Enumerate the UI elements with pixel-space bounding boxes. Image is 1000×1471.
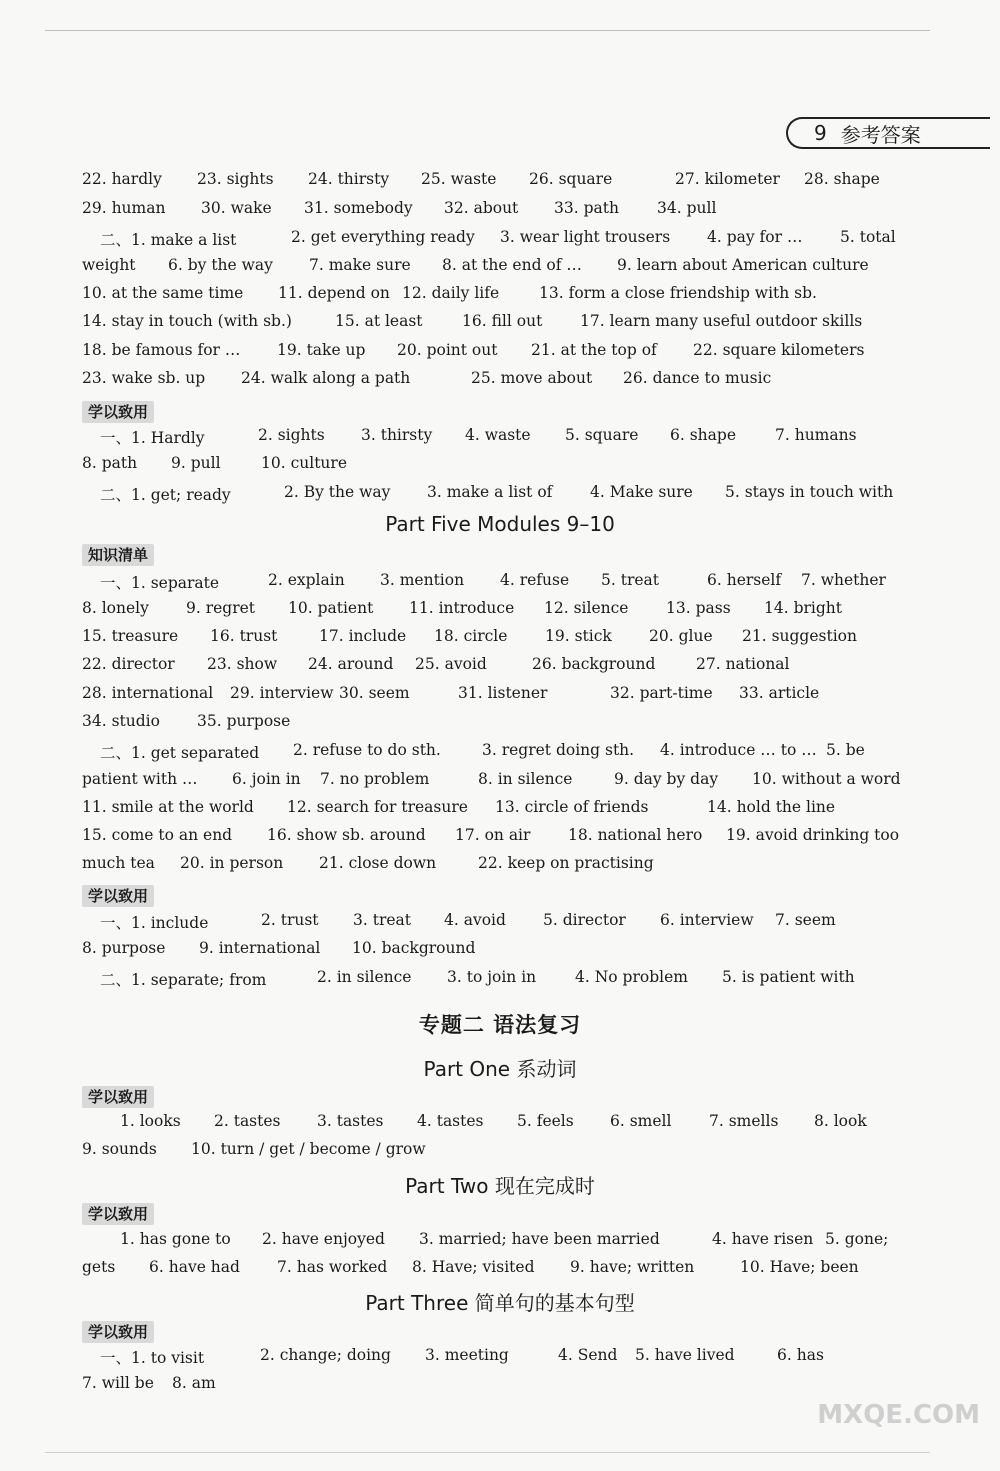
answer-item: 9. learn about American culture — [617, 256, 869, 274]
answer-item: 34. studio — [82, 712, 160, 730]
answer-item: weight — [82, 256, 136, 274]
answer-item: 33. article — [739, 684, 820, 702]
answer-item: 27. national — [696, 655, 790, 673]
answer-item: 7. humans — [775, 426, 857, 444]
answer-item: 7. no problem — [320, 770, 430, 788]
answer-item: 7. has worked — [277, 1258, 388, 1276]
answer-item: 16. trust — [210, 627, 278, 645]
answer-item: 4. introduce … to … — [660, 741, 817, 759]
answer-item: 17. learn many useful outdoor skills — [580, 312, 863, 330]
answer-item: 3. make a list of — [427, 483, 553, 501]
answer-item: 7. seem — [775, 911, 836, 929]
answer-item: 15. treasure — [82, 627, 179, 645]
answer-item: 19. take up — [277, 341, 366, 359]
answer-item: 2. in silence — [317, 968, 412, 986]
answer-item: 3. tastes — [317, 1112, 384, 1130]
answer-item: patient with … — [82, 770, 198, 788]
answer-item: 28. international — [82, 684, 214, 702]
answer-item: 20. glue — [649, 627, 713, 645]
answer-item: 4. pay for … — [707, 228, 803, 246]
answer-item: 8. purpose — [82, 939, 166, 957]
answer-item: 13. form a close friendship with sb. — [539, 284, 817, 302]
answer-item: 32. part-time — [610, 684, 713, 702]
answer-item: 12. silence — [544, 599, 629, 617]
answer-item: 6. have had — [149, 1258, 240, 1276]
answer-item: 6. interview — [660, 911, 754, 929]
answer-item: 6. by the way — [168, 256, 273, 274]
page-number: 9 — [814, 121, 827, 145]
answer-item: 9. pull — [171, 454, 221, 472]
answer-item: 24. thirsty — [308, 170, 390, 188]
answer-item: 5. square — [565, 426, 639, 444]
answer-item: 24. walk along a path — [241, 369, 411, 387]
answer-item: 17. on air — [455, 826, 531, 844]
answer-item: 14. hold the line — [707, 798, 836, 816]
answer-item: 8. Have; visited — [412, 1258, 535, 1276]
answer-item: 9. have; written — [570, 1258, 695, 1276]
answer-item: 8. at the end of … — [442, 256, 582, 274]
answer-item: 一、1. separate — [100, 574, 220, 592]
section-title: Part One 系动词 — [423, 1057, 577, 1081]
answer-item: 32. about — [444, 199, 519, 217]
answer-item: 22. keep on practising — [478, 854, 654, 872]
answer-item: 5. gone; — [825, 1230, 889, 1248]
answer-item: 2. have enjoyed — [262, 1230, 385, 1248]
answer-item: 9. international — [199, 939, 321, 957]
answer-item: 26. dance to music — [623, 369, 772, 387]
answer-item: 35. purpose — [197, 712, 291, 730]
answer-item: 12. daily life — [402, 284, 500, 302]
answer-item: 21. at the top of — [531, 341, 657, 359]
answer-item: 4. Send — [558, 1346, 618, 1364]
answer-item: 6. herself — [707, 571, 782, 589]
watermark: MXQE.COM — [817, 1400, 980, 1430]
answer-item: 26. background — [532, 655, 656, 673]
answer-item: 10. background — [352, 939, 476, 957]
top-rule — [45, 30, 930, 31]
answer-item: 34. pull — [657, 199, 717, 217]
bottom-rule — [45, 1452, 930, 1453]
answer-item: 20. in person — [180, 854, 284, 872]
answer-item: 19. avoid drinking too — [726, 826, 900, 844]
answer-item: 二、1. make a list — [100, 231, 237, 249]
answer-item: 二、1. get; ready — [100, 486, 231, 504]
answer-item: 28. shape — [804, 170, 880, 188]
answer-item: 3. thirsty — [361, 426, 433, 444]
answer-item: 18. circle — [434, 627, 508, 645]
answer-item: 5. director — [543, 911, 626, 929]
answer-item: 2. refuse to do sth. — [293, 741, 441, 759]
answer-item: 15. come to an end — [82, 826, 233, 844]
answer-item: 9. day by day — [614, 770, 719, 788]
answer-item: 8. am — [172, 1374, 216, 1392]
answer-item: 2. get everything ready — [291, 228, 475, 246]
answer-item: 22. director — [82, 655, 175, 673]
answer-item: 16. show sb. around — [267, 826, 426, 844]
section-title: Part Three 简单句的基本句型 — [365, 1291, 635, 1315]
answer-item: 29. human — [82, 199, 166, 217]
answer-item: 18. national hero — [568, 826, 703, 844]
answer-item: 7. whether — [801, 571, 886, 589]
answer-item: 8. path — [82, 454, 138, 472]
header-label: 参考答案 — [840, 122, 921, 147]
answer-item: 31. somebody — [304, 199, 413, 217]
answer-item: 2. By the way — [284, 483, 391, 501]
answer-item: 6. smell — [610, 1112, 672, 1130]
answer-item: 5. feels — [517, 1112, 574, 1130]
answer-item: 二、1. separate; from — [100, 971, 267, 989]
page-header — [786, 117, 990, 149]
answer-item: 6. has — [777, 1346, 824, 1364]
answer-item: 25. move about — [471, 369, 593, 387]
answer-item: 8. look — [814, 1112, 867, 1130]
answer-item: 10. Have; been — [740, 1258, 859, 1276]
answer-item: 26. square — [529, 170, 613, 188]
answer-item: 11. depend on — [278, 284, 390, 302]
answer-item: 5. is patient with — [722, 968, 855, 986]
answer-item: 5. stays in touch with — [725, 483, 894, 501]
answer-item: 3. married; have been married — [419, 1230, 660, 1248]
answer-item: 25. avoid — [415, 655, 487, 673]
answer-item: 10. turn / get / become / grow — [191, 1140, 426, 1158]
answer-item: 17. include — [319, 627, 407, 645]
answer-item: 3. mention — [380, 571, 465, 589]
section-tag: 学以致用 — [82, 885, 154, 907]
answer-item: gets — [82, 1258, 116, 1276]
answer-item: 25. waste — [421, 170, 497, 188]
section-title: Part Five Modules 9–10 — [385, 512, 615, 536]
answer-item: 4. tastes — [417, 1112, 484, 1130]
answer-item: 4. have risen — [712, 1230, 814, 1248]
answer-item: 15. at least — [335, 312, 423, 330]
answer-item: 21. close down — [319, 854, 437, 872]
topic-title: 专题二 语法复习 — [418, 1013, 582, 1037]
answer-item: 5. treat — [601, 571, 659, 589]
answer-item: 23. show — [207, 655, 278, 673]
answer-item: much tea — [82, 854, 155, 872]
answer-item: 10. at the same time — [82, 284, 244, 302]
answer-item: 24. around — [308, 655, 394, 673]
answer-item: 5. have lived — [635, 1346, 735, 1364]
answer-item: 10. patient — [288, 599, 374, 617]
answer-item: 12. search for treasure — [287, 798, 468, 816]
answer-item: 7. make sure — [309, 256, 411, 274]
section-tag: 知识清单 — [82, 544, 154, 566]
answer-item: 18. be famous for … — [82, 341, 241, 359]
answer-item: 一、1. include — [100, 914, 209, 932]
answer-item: 13. pass — [666, 599, 731, 617]
section-tag: 学以致用 — [82, 1086, 154, 1108]
answer-item: 5. total — [840, 228, 896, 246]
answer-item: 3. treat — [353, 911, 411, 929]
answer-item: 4. Make sure — [590, 483, 693, 501]
answer-item: 2. trust — [261, 911, 319, 929]
answer-item: 20. point out — [397, 341, 498, 359]
answer-item: 一、1. to visit — [100, 1349, 205, 1367]
answer-item: 9. sounds — [82, 1140, 157, 1158]
section-title: Part Two 现在完成时 — [405, 1174, 595, 1198]
answer-item: 31. listener — [458, 684, 548, 702]
answer-item: 4. refuse — [500, 571, 570, 589]
answer-item: 19. stick — [545, 627, 612, 645]
answer-item: 16. fill out — [462, 312, 543, 330]
answer-item: 3. regret doing sth. — [482, 741, 635, 759]
answer-item: 10. culture — [261, 454, 347, 472]
answer-item: 一、1. Hardly — [100, 429, 205, 447]
answer-item: 2. change; doing — [260, 1346, 391, 1364]
answer-item: 22. hardly — [82, 170, 162, 188]
section-tag: 学以致用 — [82, 1203, 154, 1225]
answer-item: 11. introduce — [409, 599, 515, 617]
answer-item: 30. wake — [201, 199, 272, 217]
section-tag: 学以致用 — [82, 401, 154, 423]
answer-item: 14. stay in touch (with sb.) — [82, 312, 292, 330]
answer-item: 4. No problem — [575, 968, 688, 986]
answer-item: 9. regret — [186, 599, 256, 617]
answer-item: 7. smells — [709, 1112, 779, 1130]
answer-item: 13. circle of friends — [495, 798, 649, 816]
answer-item: 14. bright — [764, 599, 842, 617]
answer-item: 3. meeting — [425, 1346, 509, 1364]
answer-item: 6. join in — [232, 770, 301, 788]
answer-item: 6. shape — [670, 426, 736, 444]
answer-item: 23. wake sb. up — [82, 369, 206, 387]
answer-item: 3. wear light trousers — [500, 228, 671, 246]
answer-item: 2. explain — [268, 571, 345, 589]
answer-item: 11. smile at the world — [82, 798, 254, 816]
answer-item: 1. looks — [120, 1112, 181, 1130]
answer-item: 10. without a word — [752, 770, 901, 788]
answer-item: 8. in silence — [478, 770, 573, 788]
answer-item: 4. avoid — [444, 911, 506, 929]
section-tag: 学以致用 — [82, 1321, 154, 1343]
answer-item: 30. seem — [339, 684, 410, 702]
answer-item: 21. suggestion — [742, 627, 857, 645]
answer-item: 5. be — [826, 741, 865, 759]
answer-item: 2. sights — [258, 426, 325, 444]
answer-item: 22. square kilometers — [693, 341, 865, 359]
answer-item: 8. lonely — [82, 599, 149, 617]
answer-item: 2. tastes — [214, 1112, 281, 1130]
answer-item: 4. waste — [465, 426, 531, 444]
answer-item: 3. to join in — [447, 968, 537, 986]
answer-item: 33. path — [554, 199, 619, 217]
answer-item: 23. sights — [197, 170, 274, 188]
answer-item: 二、1. get separated — [100, 744, 260, 762]
answer-item: 1. has gone to — [120, 1230, 231, 1248]
answer-item: 7. will be — [82, 1374, 154, 1392]
answer-item: 29. interview — [230, 684, 334, 702]
answer-item: 27. kilometer — [675, 170, 780, 188]
